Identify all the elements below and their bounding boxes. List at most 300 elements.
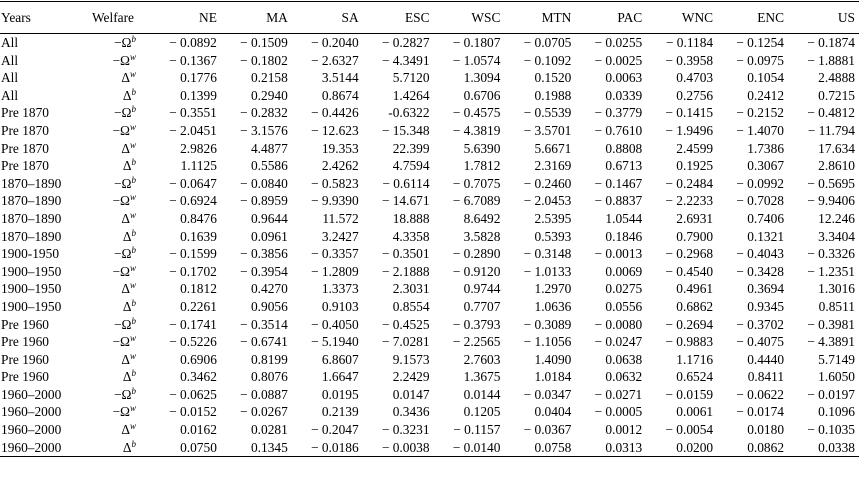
value-cell: 0.0961 xyxy=(250,228,288,244)
value-cell: 5.6671 xyxy=(534,140,572,156)
value-cell: − 4.3891 xyxy=(807,334,855,350)
welfare-cell xyxy=(80,403,150,421)
value-cell: − 0.1509 xyxy=(240,35,288,50)
welfare-cell xyxy=(80,316,150,334)
years-cell: Pre 1960 xyxy=(1,351,49,367)
welfare-cell xyxy=(80,52,150,70)
value-cell: 1.0184 xyxy=(534,369,572,385)
welfare-symbol: −Ω xyxy=(113,35,132,50)
value-cell: 0.4703 xyxy=(676,70,714,86)
value-cell: 0.7900 xyxy=(676,228,714,244)
value-cell: − 0.1874 xyxy=(807,35,855,50)
table-row xyxy=(0,421,859,439)
value-cell: − 0.0887 xyxy=(240,386,288,402)
value-cell: 1.7812 xyxy=(463,158,501,174)
value-cell: − 0.3326 xyxy=(807,246,855,262)
years-cell: All xyxy=(1,70,19,86)
years-cell: All xyxy=(1,35,19,50)
welfare-cell xyxy=(80,228,150,246)
table-row xyxy=(0,263,859,281)
value-cell: 0.0338 xyxy=(788,439,859,457)
table-row xyxy=(0,351,859,369)
value-cell: 0.6706 xyxy=(463,87,501,103)
value-cell: − 0.1157 xyxy=(453,422,501,438)
table-row xyxy=(0,245,859,263)
value-cell: − 0.3856 xyxy=(240,246,288,262)
value-cell: 2.8610 xyxy=(818,158,855,174)
value-cell: 0.2139 xyxy=(321,404,359,420)
header-welfare: Welfare xyxy=(80,2,150,34)
value-cell: − 0.2832 xyxy=(240,105,288,121)
value-cell: 3.5828 xyxy=(463,228,501,244)
value-cell: − 0.0647 xyxy=(169,175,217,191)
value-cell: − 0.0005 xyxy=(594,404,643,420)
value-cell: 0.0758 xyxy=(504,439,575,457)
value-cell: − 0.5823 xyxy=(310,175,359,191)
welfare-cell xyxy=(80,69,150,87)
welfare-symbol: Δ xyxy=(121,140,130,156)
welfare-symbol: Δ xyxy=(122,228,132,244)
value-cell: 0.5393 xyxy=(534,228,572,244)
welfare-symbol: −Ω xyxy=(113,105,132,121)
value-cell: − 2.2565 xyxy=(452,334,501,350)
table-row xyxy=(0,298,859,316)
value-cell: − 0.4812 xyxy=(807,105,855,121)
value-cell: − 0.1367 xyxy=(169,52,217,68)
value-cell: 0.8476 xyxy=(180,210,217,226)
value-cell: 0.6906 xyxy=(180,351,217,367)
welfare-superscript: b xyxy=(131,245,136,256)
value-cell: 1.0636 xyxy=(534,298,572,314)
welfare-symbol: Δ xyxy=(121,281,130,297)
table-row xyxy=(0,280,859,298)
value-cell: 0.2756 xyxy=(676,87,714,103)
years-cell: All xyxy=(1,87,19,103)
value-cell: − 2.6327 xyxy=(310,52,359,68)
value-cell: 1.3094 xyxy=(463,70,501,86)
value-cell: − 0.7028 xyxy=(736,193,785,209)
welfare-cell xyxy=(80,157,150,175)
welfare-symbol: −Ω xyxy=(112,334,130,350)
value-cell: − 1.8881 xyxy=(807,52,855,68)
value-cell: − 0.0892 xyxy=(169,35,217,50)
value-cell: − 4.3491 xyxy=(381,52,430,68)
value-cell: − 3.1576 xyxy=(240,122,288,138)
value-cell: 0.1345 xyxy=(221,439,292,457)
value-cell: 0.0862 xyxy=(717,439,788,457)
value-cell: − 0.1741 xyxy=(169,316,217,332)
value-cell: − 0.2890 xyxy=(452,246,501,262)
value-cell: 0.3067 xyxy=(747,158,785,174)
value-cell: − 0.4075 xyxy=(736,334,785,350)
value-cell: − 15.348 xyxy=(381,122,430,138)
years-cell: Pre 1870 xyxy=(1,140,49,156)
table-row xyxy=(0,52,859,70)
welfare-cell xyxy=(80,368,150,386)
value-cell: 0.1776 xyxy=(180,70,217,86)
value-cell: − 0.2827 xyxy=(381,35,430,50)
value-cell: − 0.2040 xyxy=(310,35,359,50)
table-body xyxy=(0,34,859,457)
value-cell: 0.0147 xyxy=(392,386,430,402)
value-cell: 2.7603 xyxy=(463,351,501,367)
welfare-superscript: w xyxy=(129,350,136,361)
value-cell: 0.0313 xyxy=(575,439,646,457)
value-cell: − 0.1035 xyxy=(807,422,855,438)
table-row xyxy=(0,175,859,193)
value-cell: − 0.1415 xyxy=(665,105,714,121)
value-cell: − 9.9406 xyxy=(807,193,855,209)
table-row xyxy=(0,122,859,140)
value-cell: 0.0339 xyxy=(605,87,643,103)
welfare-superscript: w xyxy=(129,139,136,150)
value-cell: − 7.0281 xyxy=(381,334,430,350)
years-cell: 1900–1950 xyxy=(1,281,62,297)
welfare-symbol: −Ω xyxy=(113,175,132,191)
welfare-superscript: w xyxy=(129,333,136,344)
welfare-superscript: w xyxy=(129,121,136,132)
value-cell: − 0.1184 xyxy=(665,35,714,50)
welfare-cell xyxy=(80,175,150,193)
value-cell: 0.1520 xyxy=(534,70,572,86)
value-cell: 0.0195 xyxy=(321,386,359,402)
value-cell: − 0.5695 xyxy=(807,175,855,191)
welfare-cell xyxy=(80,439,150,457)
value-cell: − 1.1056 xyxy=(523,334,572,350)
value-cell: 0.0638 xyxy=(605,351,643,367)
years-cell: 1870–1890 xyxy=(1,193,62,209)
value-cell: 0.4270 xyxy=(250,281,288,297)
years-cell: 1960–2000 xyxy=(1,422,62,438)
value-cell: 0.0632 xyxy=(605,369,643,385)
value-cell: 0.8411 xyxy=(747,369,785,385)
years-cell: 1960–2000 xyxy=(1,404,62,420)
value-cell: − 11.794 xyxy=(807,122,855,138)
header-enc: ENC xyxy=(717,2,788,34)
value-cell: − 1.0574 xyxy=(452,52,501,68)
years-cell: 1870–1890 xyxy=(1,210,62,226)
value-cell: 2.4888 xyxy=(818,70,855,86)
welfare-superscript: b xyxy=(131,34,136,44)
value-cell: − 0.0840 xyxy=(240,175,288,191)
years-cell: All xyxy=(1,52,19,68)
value-cell: − 0.0013 xyxy=(594,246,643,262)
value-cell: 0.0200 xyxy=(646,439,717,457)
table-row xyxy=(0,69,859,87)
welfare-symbol: Δ xyxy=(121,70,130,86)
welfare-cell xyxy=(80,210,150,228)
welfare-symbol: −Ω xyxy=(113,386,132,402)
value-cell: 1.0544 xyxy=(605,210,643,226)
years-cell: 1900-1950 xyxy=(1,246,60,262)
value-cell: − 0.1599 xyxy=(169,246,217,262)
welfare-cell xyxy=(80,280,150,298)
value-cell: 1.6050 xyxy=(818,369,855,385)
value-cell: − 0.9120 xyxy=(452,263,501,279)
table-row xyxy=(0,333,859,351)
value-cell: − 0.1254 xyxy=(736,35,785,50)
value-cell: 1.2970 xyxy=(534,281,572,297)
welfare-superscript: b xyxy=(131,315,136,326)
value-cell: 0.0750 xyxy=(150,439,221,457)
table-row xyxy=(0,228,859,246)
value-cell: − 0.0255 xyxy=(594,35,643,50)
value-cell: − 3.5701 xyxy=(523,122,572,138)
value-cell: − 0.6741 xyxy=(240,334,288,350)
years-cell: Pre 1870 xyxy=(1,105,49,121)
value-cell: − 0.2484 xyxy=(665,175,714,191)
value-cell: − 0.4050 xyxy=(310,316,359,332)
value-cell: − 0.3954 xyxy=(240,263,288,279)
value-cell: 0.0012 xyxy=(605,422,643,438)
value-cell: − 0.0025 xyxy=(594,52,643,68)
value-cell: − 0.0174 xyxy=(736,404,785,420)
value-cell: 0.9345 xyxy=(747,298,785,314)
value-cell: 3.2427 xyxy=(321,228,359,244)
value-cell: − 1.2351 xyxy=(807,263,855,279)
years-cell: Pre 1960 xyxy=(1,334,49,350)
value-cell: 0.1399 xyxy=(180,87,217,103)
header-esc: ESC xyxy=(363,2,434,34)
table-row xyxy=(0,386,859,404)
years-cell: 1900–1950 xyxy=(1,263,62,279)
table-row xyxy=(0,157,859,175)
header-wsc: WSC xyxy=(434,2,505,34)
table-row xyxy=(0,104,859,122)
value-cell: 12.246 xyxy=(818,210,855,226)
value-cell: − 0.2968 xyxy=(665,246,714,262)
value-cell: − 4.3819 xyxy=(452,122,501,138)
value-cell: 0.4440 xyxy=(747,351,785,367)
welfare-superscript: b xyxy=(131,104,136,115)
value-cell: 8.6492 xyxy=(463,210,501,226)
header-mtn: MTN xyxy=(504,2,575,34)
welfare-cell xyxy=(80,87,150,105)
value-cell: 0.3436 xyxy=(392,404,430,420)
value-cell: 0.7406 xyxy=(747,210,785,226)
value-cell: − 0.3231 xyxy=(381,422,430,438)
value-cell: 0.1054 xyxy=(747,70,785,86)
welfare-symbol: −Ω xyxy=(112,193,130,209)
value-cell: 0.0069 xyxy=(605,263,643,279)
header-wnc: WNC xyxy=(646,2,717,34)
welfare-symbol: −Ω xyxy=(112,404,130,420)
value-cell: − 0.2047 xyxy=(310,422,359,438)
value-cell: 4.7594 xyxy=(392,158,430,174)
value-cell: − 0.3981 xyxy=(807,316,855,332)
value-cell: 0.8674 xyxy=(321,87,359,103)
value-cell: 1.3373 xyxy=(321,281,359,297)
value-cell: 0.0061 xyxy=(676,404,714,420)
table-row xyxy=(0,140,859,158)
value-cell: 0.0404 xyxy=(534,404,572,420)
value-cell: 0.0063 xyxy=(605,70,643,86)
value-cell: − 2.1888 xyxy=(381,263,430,279)
value-cell: 0.5586 xyxy=(250,158,288,174)
value-cell: − 0.1702 xyxy=(169,263,217,279)
value-cell: − 0.0080 xyxy=(594,316,643,332)
welfare-cell xyxy=(80,140,150,158)
value-cell: − 6.7089 xyxy=(452,193,501,209)
value-cell: 1.4264 xyxy=(392,87,430,103)
welfare-symbol: Δ xyxy=(121,422,130,438)
years-cell: Pre 1960 xyxy=(1,316,49,332)
value-cell: 0.2158 xyxy=(250,70,288,86)
value-cell: − 2.0451 xyxy=(169,122,217,138)
value-cell: − 0.4426 xyxy=(310,105,359,121)
value-cell: 0.1846 xyxy=(605,228,643,244)
welfare-cell xyxy=(80,333,150,351)
welfare-cell xyxy=(80,122,150,140)
value-cell: 2.3031 xyxy=(392,281,430,297)
value-cell: 5.6390 xyxy=(463,140,501,156)
value-cell: 18.888 xyxy=(392,210,430,226)
value-cell: − 0.7075 xyxy=(452,175,501,191)
welfare-superscript: w xyxy=(129,403,136,414)
welfare-symbol: −Ω xyxy=(112,52,130,68)
welfare-superscript: b xyxy=(131,157,136,168)
value-cell: 1.1125 xyxy=(180,158,217,174)
value-cell: − 0.0197 xyxy=(807,386,855,402)
value-cell: 2.9826 xyxy=(180,140,217,156)
value-cell: 0.9056 xyxy=(250,298,288,314)
value-cell: 0.2412 xyxy=(747,87,785,103)
value-cell: − 0.0975 xyxy=(736,52,785,68)
value-cell: 0.0144 xyxy=(463,386,501,402)
value-cell: 0.1321 xyxy=(747,228,785,244)
value-cell: 0.9744 xyxy=(463,281,501,297)
welfare-symbol: Δ xyxy=(122,87,132,103)
table-row xyxy=(0,368,859,386)
header-ne: NE xyxy=(150,2,221,34)
welfare-superscript: b xyxy=(131,174,136,185)
table-header xyxy=(0,2,859,34)
header-pac: PAC xyxy=(575,2,646,34)
value-cell: 1.6647 xyxy=(321,369,359,385)
table-row xyxy=(0,403,859,421)
value-cell: − 0.3357 xyxy=(310,246,359,262)
value-cell: − 0.0140 xyxy=(434,439,505,457)
value-cell: 3.3404 xyxy=(818,228,855,244)
welfare-symbol: −Ω xyxy=(112,122,130,138)
welfare-cell xyxy=(80,351,150,369)
welfare-symbol: −Ω xyxy=(112,263,130,279)
value-cell: − 2.0453 xyxy=(523,193,572,209)
value-cell: − 0.6114 xyxy=(382,175,430,191)
value-cell: − 12.623 xyxy=(310,122,359,138)
value-cell: − 0.0347 xyxy=(523,386,572,402)
value-cell: − 0.2694 xyxy=(665,316,714,332)
value-cell: − 14.671 xyxy=(381,193,430,209)
welfare-cell xyxy=(80,192,150,210)
value-cell: − 0.3089 xyxy=(523,316,572,332)
header-row xyxy=(0,2,859,34)
value-cell: − 0.8959 xyxy=(240,193,288,209)
value-cell: 0.0162 xyxy=(180,422,217,438)
value-cell: − 0.0054 xyxy=(665,422,714,438)
value-cell: − 0.3148 xyxy=(523,246,572,262)
value-cell: − 1.2809 xyxy=(310,263,359,279)
value-cell: 2.4262 xyxy=(321,158,359,174)
welfare-superscript: w xyxy=(129,262,136,273)
value-cell: − 0.5539 xyxy=(523,105,572,121)
welfare-superscript: w xyxy=(129,280,136,291)
years-cell: 1870–1890 xyxy=(1,228,62,244)
value-cell: − 0.0271 xyxy=(594,386,643,402)
value-cell: 3.5144 xyxy=(321,70,359,86)
table-row xyxy=(0,439,859,457)
value-cell: − 1.4070 xyxy=(736,122,785,138)
welfare-superscript: b xyxy=(131,438,136,449)
value-cell: − 9.9390 xyxy=(310,193,359,209)
value-cell: 6.8607 xyxy=(321,351,359,367)
value-cell: − 0.0247 xyxy=(594,334,643,350)
welfare-cell xyxy=(80,245,150,263)
value-cell: 5.7149 xyxy=(818,351,855,367)
value-cell: 0.7707 xyxy=(463,298,501,314)
value-cell: 1.4090 xyxy=(534,351,572,367)
value-cell: − 0.1467 xyxy=(594,175,643,191)
welfare-superscript: b xyxy=(131,227,136,238)
value-cell: 0.1988 xyxy=(534,87,572,103)
value-cell: 2.4599 xyxy=(676,140,714,156)
value-cell: 0.0281 xyxy=(250,422,288,438)
value-cell: 0.4961 xyxy=(676,281,714,297)
years-cell: 1960–2000 xyxy=(1,386,62,402)
welfare-symbol: Δ xyxy=(122,158,132,174)
value-cell: 4.3358 xyxy=(392,228,430,244)
welfare-symbol: Δ xyxy=(121,210,130,226)
value-cell: 0.0180 xyxy=(747,422,785,438)
table-row xyxy=(0,34,859,52)
welfare-symbol: Δ xyxy=(121,351,130,367)
welfare-superscript: b xyxy=(131,297,136,308)
value-cell: − 0.1802 xyxy=(240,52,288,68)
value-cell: 17.634 xyxy=(818,140,855,156)
value-cell: 5.7120 xyxy=(392,70,430,86)
value-cell: − 0.0705 xyxy=(523,35,572,50)
value-cell: 0.9103 xyxy=(321,298,359,314)
years-cell: Pre 1870 xyxy=(1,122,49,138)
value-cell: 1.1716 xyxy=(676,351,714,367)
value-cell: − 5.1940 xyxy=(310,334,359,350)
value-cell: 0.1812 xyxy=(180,281,217,297)
welfare-cell xyxy=(80,421,150,439)
value-cell: 0.3694 xyxy=(747,281,785,297)
value-cell: 0.2940 xyxy=(250,87,288,103)
value-cell: 22.399 xyxy=(392,140,430,156)
welfare-symbol: Δ xyxy=(122,439,132,455)
welfare-superscript: w xyxy=(129,421,136,432)
value-cell: 0.3462 xyxy=(180,369,217,385)
value-cell: 0.8076 xyxy=(250,369,288,385)
value-cell: 0.9644 xyxy=(250,210,288,226)
years-cell: 1960–2000 xyxy=(0,439,80,457)
value-cell: − 0.1092 xyxy=(523,52,572,68)
value-cell: − 0.2152 xyxy=(736,105,785,121)
value-cell: 0.1639 xyxy=(180,228,217,244)
welfare-superscript: w xyxy=(129,209,136,220)
value-cell: − 0.3793 xyxy=(452,316,501,332)
value-cell: 2.3169 xyxy=(534,158,572,174)
welfare-symbol: Δ xyxy=(122,298,132,314)
welfare-superscript: b xyxy=(131,368,136,379)
welfare-superscript: w xyxy=(129,192,136,203)
value-cell: -0.6322 xyxy=(388,105,430,121)
value-cell: 0.2261 xyxy=(180,298,217,314)
welfare-superscript: w xyxy=(129,69,136,80)
value-cell: − 0.3501 xyxy=(381,246,430,262)
